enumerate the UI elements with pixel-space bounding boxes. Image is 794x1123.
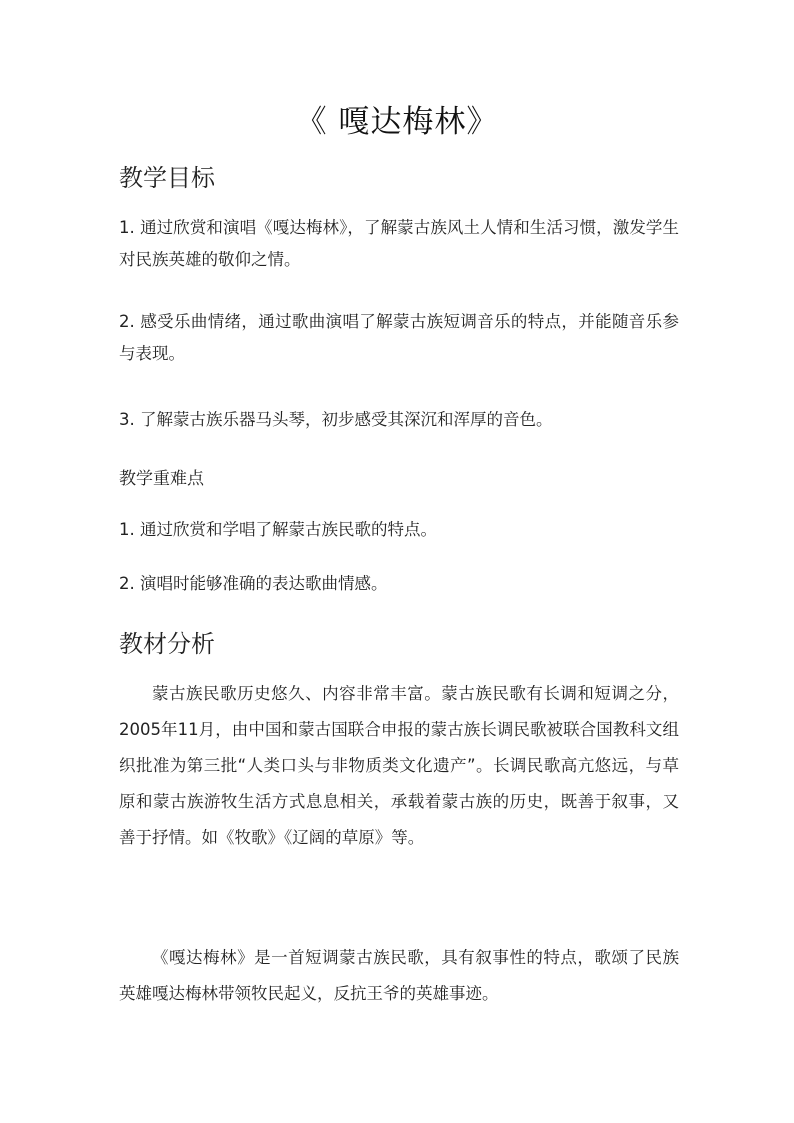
analysis-paragraph-1: 蒙古族民歌历史悠久、内容非常丰富。蒙古族民歌有长调和短调之分，2005年11月，由中国和蒙古国联合申报的蒙古族长调民歌被联合国教科文组织批准为第三批“人类口头与非物质类文化遗产”。长调民歌高亢悠远，与草原和蒙古族游牧生活方式息息相关，承载着蒙古族的历史，既善于叙事，又善于抒情。如《牧歌》《辽阔的草原》等。 (119, 684, 679, 847)
objective-item-3: 3. 了解蒙古族乐器马头琴，初步感受其深沉和浑厚的音色。 (119, 410, 553, 429)
section-heading-objectives: 教学目标 (119, 164, 215, 192)
analysis-paragraph-2: 《嘎达梅林》是一首短调蒙古族民歌，具有叙事性的特点，歌颂了民族英雄嘎达梅林带领牧民起义，反抗王爷的英雄事迹。 (119, 948, 679, 1003)
objective-item-2: 2. 感受乐曲情绪，通过歌曲演唱了解蒙古族短调音乐的特点，并能随音乐参与表现。 (119, 312, 679, 363)
section-heading-key-points: 教学重难点 (119, 469, 204, 489)
key-point-item-1: 1. 通过欣赏和学唱了解蒙古族民歌的特点。 (119, 520, 437, 539)
key-point-item-2: 2. 演唱时能够准确的表达歌曲情感。 (119, 574, 388, 593)
objective-item-1: 1. 通过欣赏和演唱《嘎达梅林》，了解蒙古族风土人情和生活习惯，激发学生对民族英雄的敬仰之情。 (119, 218, 679, 269)
document-title: 《 嘎达梅林》 (295, 104, 499, 140)
section-heading-analysis: 教材分析 (119, 630, 215, 658)
